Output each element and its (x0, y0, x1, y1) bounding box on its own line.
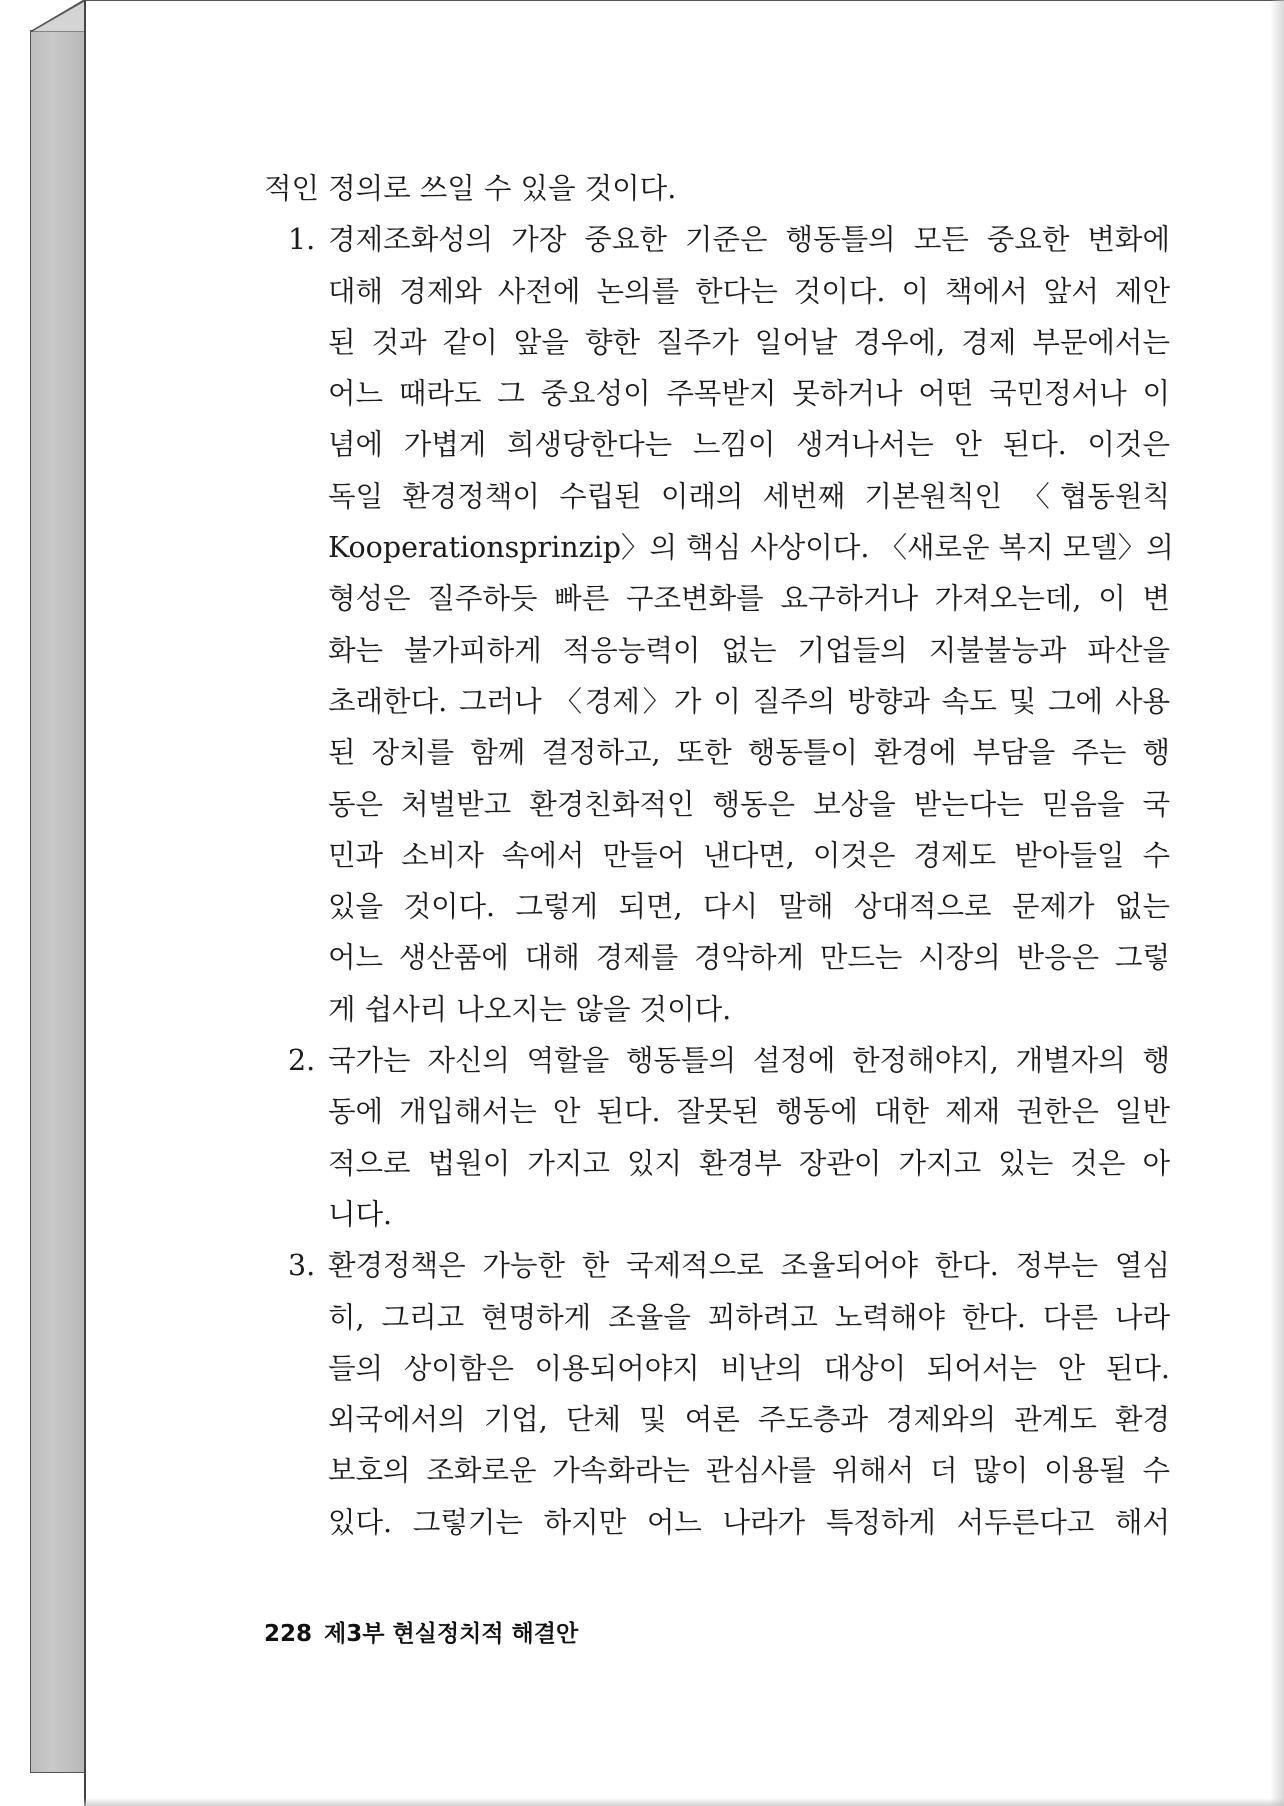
text-line: 니다. (328, 1197, 393, 1231)
text-line: 환경정책은 가능한 한 국제적으로 조율되어야 한다. 정부는 열심 (328, 1249, 1170, 1283)
list-item-2 (264, 1035, 1170, 1240)
text-line: 형성은 질주하듯 빠른 구조변화를 요구하거나 가져오는데, 이 변 (328, 582, 1170, 616)
text-line: 있을 것이다. 그렇게 되면, 다시 말해 상대적으로 문제가 없는 (328, 890, 1170, 924)
text-line: 외국에서의 기업, 단체 및 여론 주도층과 경제와의 관계도 환경 (328, 1403, 1170, 1437)
intro-line: 적인 정의로 쓰일 수 있을 것이다. (264, 172, 677, 205)
chapter-title: 제3부 현실정치적 해결안 (324, 1621, 579, 1647)
page-number: 228 (264, 1621, 313, 1647)
text-line: 된 장치를 함께 결정하고, 또한 행동틀이 환경에 부담을 주는 행 (328, 736, 1170, 770)
list-item-3 (264, 1240, 1170, 1548)
text-line: 독일 환경정책이 수립된 이래의 세번째 기본원칙인 〈협동원칙 (328, 479, 1170, 513)
text-line: 있다. 그렇기는 하지만 어느 나라가 특정하게 서두른다고 해서 (328, 1505, 1170, 1539)
page-bottom-shadow (84, 1798, 1284, 1806)
text-line: 념에 가볍게 희생당한다는 느낌이 생겨나서는 안 된다. 이것은 (328, 428, 1170, 462)
list-number: 2. (288, 1044, 316, 1078)
text-line: 된 것과 같이 앞을 향한 질주가 일어날 경우에, 경제 부문에서는 (328, 325, 1170, 359)
text-line: 들의 상이함은 이용되어야지 비난의 대상이 되어서는 안 된다. (328, 1351, 1170, 1385)
text-line: 적으로 법원이 가지고 있지 환경부 장관이 가지고 있는 것은 아 (328, 1146, 1170, 1180)
text-line: 게 쉽사리 나오지는 않을 것이다. (328, 992, 732, 1026)
list-number: 1. (288, 223, 316, 257)
book-spine-top (30, 0, 86, 32)
text-line: Kooperationsprinzip〉의 핵심 사상이다. 〈새로운 복지 모델〉의 (328, 531, 1174, 565)
book-spine (30, 30, 85, 1773)
text-line: 대해 경제와 사전에 논의를 한다는 것이다. 이 책에서 앞서 제안 (328, 274, 1170, 308)
text-line: 어느 때라도 그 중요성이 주목받지 못하거나 어떤 국민정서나 이 (328, 377, 1170, 411)
page-footer (264, 1615, 578, 1648)
list-number: 3. (288, 1249, 316, 1283)
body-text (264, 163, 1174, 1548)
page-edge-shadow (1270, 0, 1284, 1806)
text-line: 동은 처벌받고 환경친화적인 행동은 보상을 받는다는 믿음을 국 (328, 787, 1170, 821)
text-line: 민과 소비자 속에서 만들어 낸다면, 이것은 경제도 받아들일 수 (328, 838, 1170, 872)
list-item-1 (264, 214, 1174, 1035)
text-line: 초래한다. 그러나 〈경제〉가 이 질주의 방향과 속도 및 그에 사용 (328, 684, 1170, 718)
text-line: 화는 불가피하게 적응능력이 없는 기업들의 지불불능과 파산을 (328, 633, 1170, 667)
text-line: 경제조화성의 가장 중요한 기준은 행동틀의 모든 중요한 변화에 (328, 223, 1170, 257)
text-line: 어느 생산품에 대해 경제를 경악하게 만드는 시장의 반응은 그렇 (328, 941, 1170, 975)
text-line: 보호의 조화로운 가속화라는 관심사를 위해서 더 많이 이용될 수 (328, 1454, 1170, 1488)
text-line: 국가는 자신의 역할을 행동틀의 설정에 한정해야지, 개별자의 행 (328, 1044, 1170, 1078)
text-line: 히, 그리고 현명하게 조율을 꾀하려고 노력해야 한다. 다른 나라 (328, 1300, 1170, 1334)
text-line: 동에 개입해서는 안 된다. 잘못된 행동에 대한 제재 권한은 일반 (328, 1095, 1170, 1129)
